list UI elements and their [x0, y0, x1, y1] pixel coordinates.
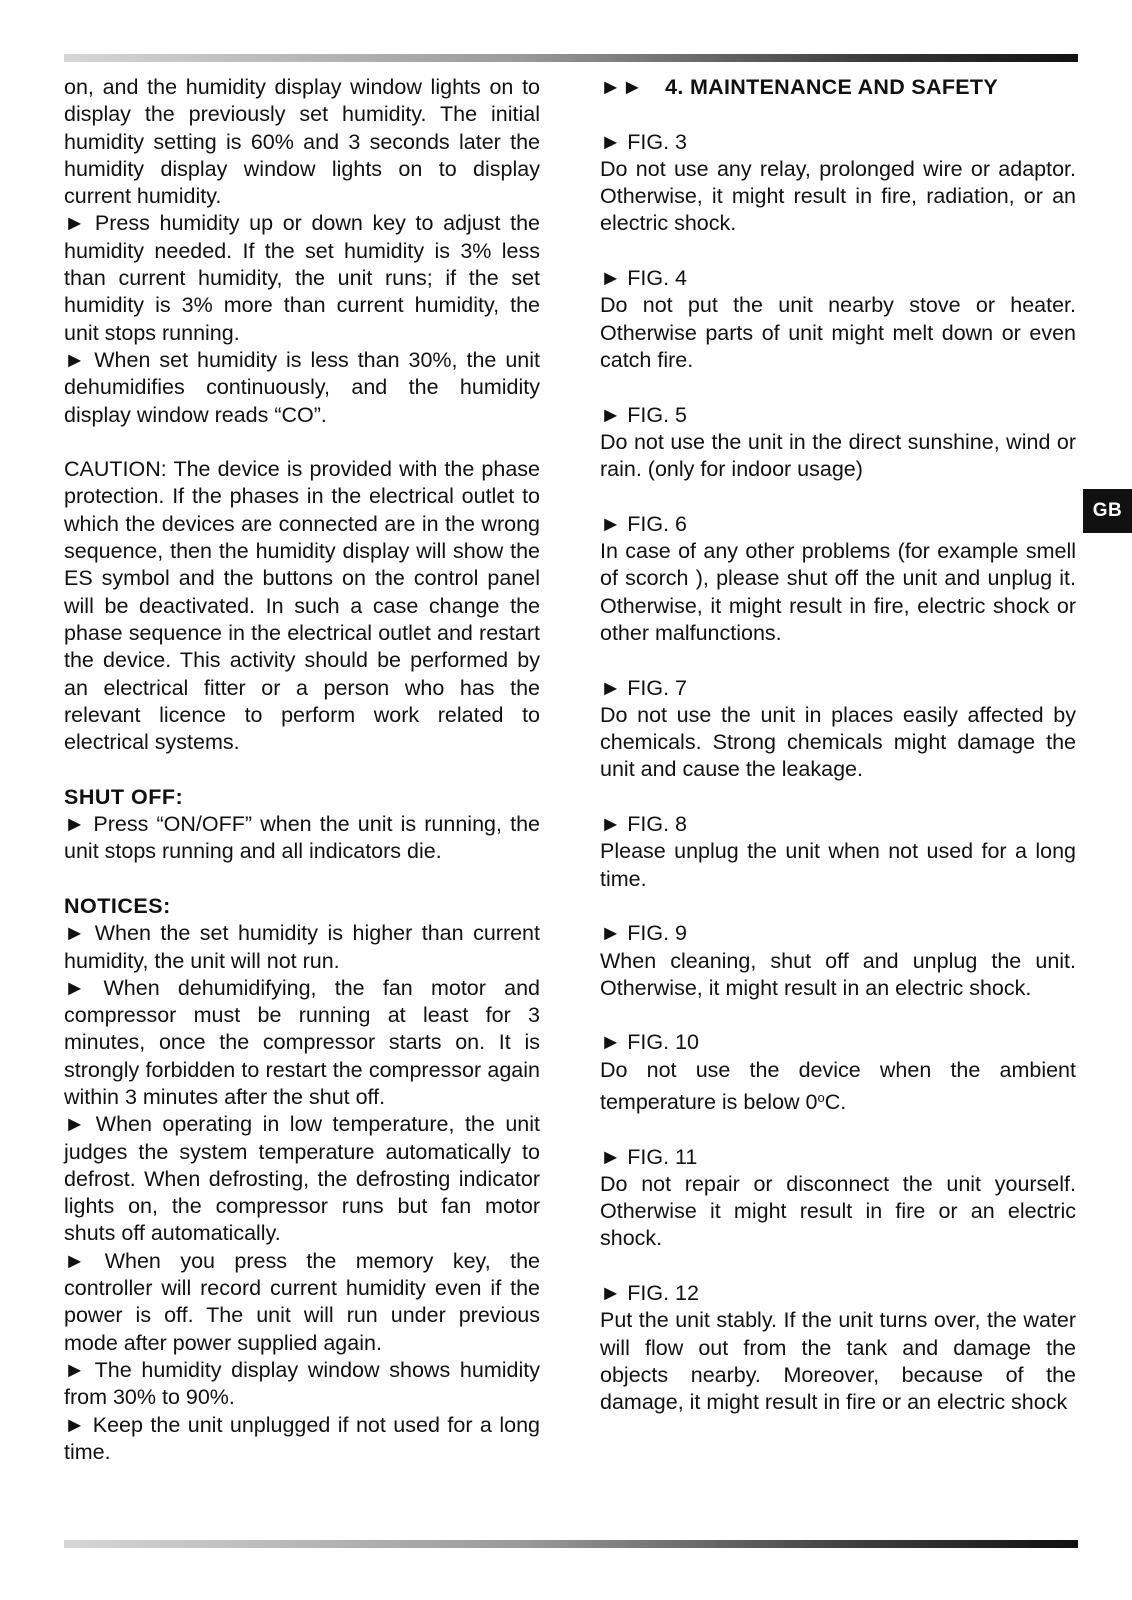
notice-item: ► Keep the unit unplugged if not used for a long time.: [64, 1412, 540, 1464]
fig-text: Do not put the unit nearby stove or heater. Otherwise parts of unit might melt down or even catch fire.: [600, 293, 1076, 372]
fig-label: ► FIG. 11: [600, 1144, 698, 1169]
section-title-text: 4. MAINTENANCE AND SAFETY: [665, 75, 998, 99]
fig-text: Put the unit stably. If the unit turns over, the water will flow out from the tank and damage the objects nearby. Moreover, because of the damage, it might result in fire or an electric shock: [600, 1308, 1076, 1415]
notice-item: ► The humidity display window shows humidity from 30% to 90%.: [64, 1357, 540, 1410]
right-column: [600, 74, 1076, 1417]
fig-text: Do not use the unit in places easily affected by chemicals. Strong chemicals might damage the unit and cause the leakage.: [600, 702, 1076, 782]
fig-text: Please unplug the unit when not used for a long time.: [600, 839, 1076, 891]
fig-label: ► FIG. 5: [600, 402, 687, 427]
shutoff-text: ► Press “ON/OFF” when the unit is running, the unit stops running and all indicators die.: [64, 812, 540, 864]
left-column: [64, 74, 540, 1466]
fig-label: ► FIG. 10: [600, 1030, 699, 1055]
notice-item: ► When the set humidity is higher than current humidity, the unit will not run.: [64, 921, 540, 973]
fig-label: ► FIG. 8: [600, 812, 687, 837]
bottom-divider-bar: [64, 1540, 1078, 1548]
notice-item: ► When operating in low temperature, the unit judges the system temperature automatically to defrost. When defrosting, the defrosting indicator lights on, the compressor runs but fan motor shuts off automatically.: [64, 1112, 540, 1246]
fig-text: Do not use any relay, prolonged wire or adaptor. Otherwise, it might result in fire, radiation, or an electric shock.: [600, 156, 1076, 236]
top-divider-bar: [64, 54, 1078, 62]
paragraph-adjust-humidity: ► Press humidity up or down key to adjust the humidity needed. If the set humidity is 3% less than current humidity, the unit runs; if the set humidity is 3% more than current humidity, the unit stops running.: [64, 211, 540, 345]
fig-text: In case of any other problems (for example smell of scorch ), please shut off the unit and unplug it. Otherwise, it might result in fire, electric shock or other malfunctions.: [600, 539, 1076, 645]
notices-heading: NOTICES:: [64, 893, 171, 918]
fig-text: Do not repair or disconnect the unit yourself. Otherwise it might result in fire or an electric shock.: [600, 1171, 1076, 1251]
caution-paragraph: CAUTION: The device is provided with the phase protection. If the phases in the electrical outlet to which the devices are connected are in the wrong sequence, then the humidity display will show the ES symbol and the buttons on the control panel will be deactivated. In such a case change the phase sequence in the electrical outlet and restart the device. This activity should be performed by an electrical fitter or a person who has the relevant licence to perform work related to electrical systems.: [64, 457, 540, 755]
section-title: [600, 74, 1076, 101]
notice-item: ► When dehumidifying, the fan motor and compressor must be running at least for 3 minutes, once the compressor starts on. It is strongly forbidden to restart the compressor again within 3 minutes after the shut off.: [64, 975, 540, 1109]
double-arrow-icon: ►►: [600, 75, 644, 99]
fig-label: ► FIG. 12: [600, 1281, 699, 1306]
paragraph-humidity-display: on, and the humidity display window lights on to display the previously set humidity. The initial humidity setting is 60% and 3 seconds later the humidity display window lights on to display current humidity.: [64, 75, 540, 209]
fig-label: ► FIG. 3: [600, 129, 687, 154]
fig-text: Do not use the unit in the direct sunshine, wind or rain. (only for indoor usage): [600, 429, 1076, 482]
fig-label: ► FIG. 9: [600, 921, 687, 946]
paragraph-continuous-dehumidify: ► When set humidity is less than 30%, the unit dehumidifies continuously, and the humidity display window reads “CO”.: [64, 347, 540, 427]
fig-label: ► FIG. 4: [600, 266, 687, 291]
language-tab-gb: GB: [1083, 489, 1132, 533]
fig-text: When cleaning, shut off and unplug the unit. Otherwise, it might result in an electric shock.: [600, 948, 1076, 1000]
fig-label: ► FIG. 7: [600, 675, 687, 700]
fig-text: Do not use the device when the ambient temperature is below 0$^o$C.: [600, 1057, 1076, 1114]
fig-label: ► FIG. 6: [600, 511, 687, 536]
shutoff-heading: SHUT OFF:: [64, 784, 184, 809]
notice-item: ► When you press the memory key, the controller will record current humidity even if the power is off. The unit will run under previous mode after power supplied again.: [64, 1248, 540, 1355]
